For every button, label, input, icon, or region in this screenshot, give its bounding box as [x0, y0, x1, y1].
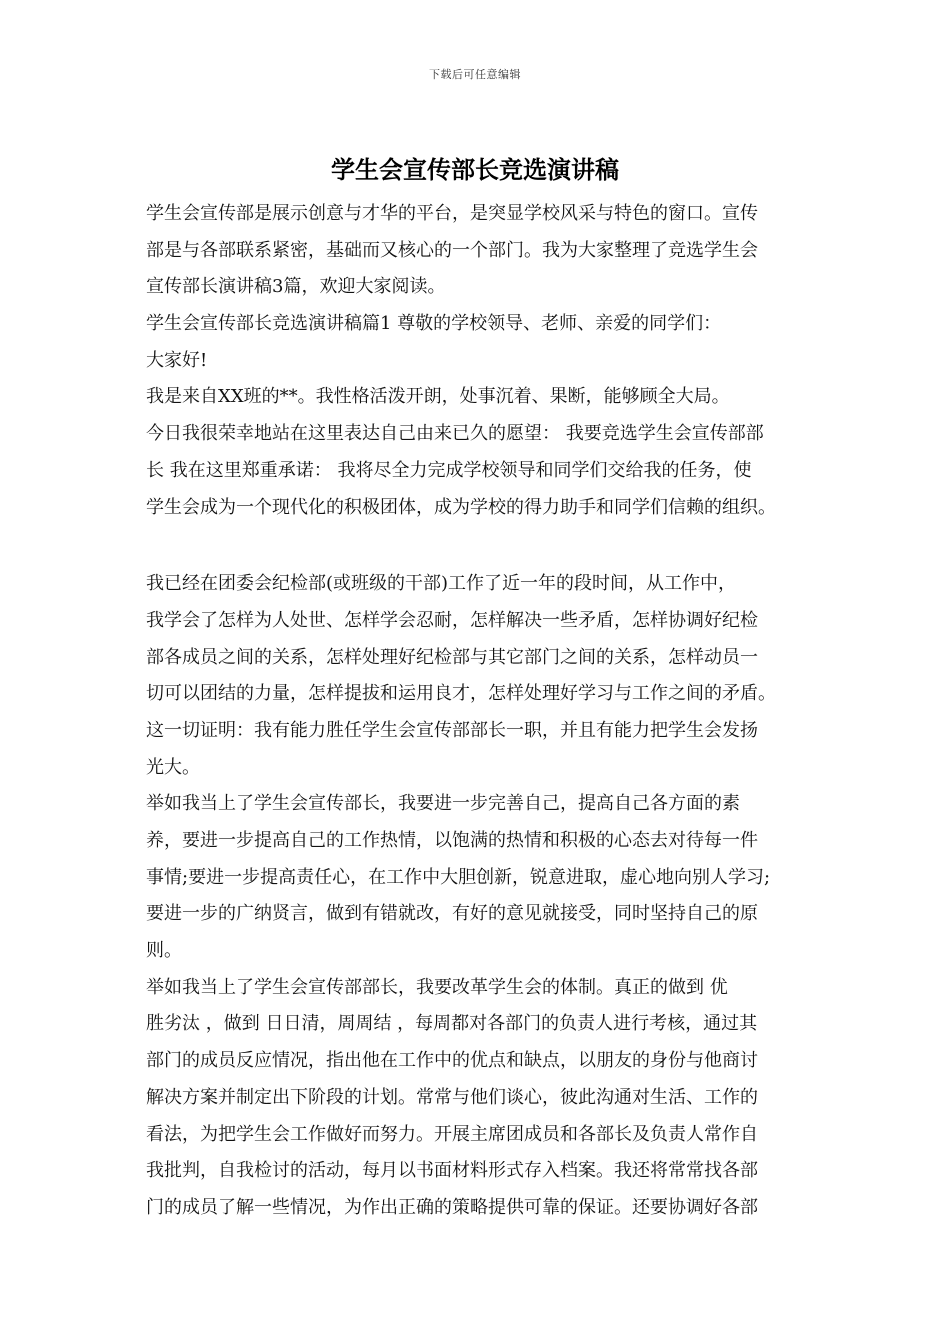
text-line: 解决方案并制定出下阶段的计划。常常与他们谈心，彼此沟通对生活、工作的	[146, 1086, 758, 1108]
document-title: 学生会宣传部长竞选演讲稿	[331, 155, 619, 184]
document-body	[146, 196, 826, 1227]
text-line: 这一切证明：我有能力胜任学生会宣传部部长一职，并且有能力把学生会发扬	[146, 719, 758, 741]
text-line: 长 我在这里郑重承诺： 我将尽全力完成学校领导和同学们交给我的任务，使	[146, 459, 752, 481]
text-line: 宣传部长演讲稿3篇，欢迎大家阅读。	[146, 276, 446, 298]
paragraph-self-improvement	[146, 786, 826, 969]
text-line: 学生会宣传部是展示创意与才华的平台，是突显学校风采与特色的窗口。宣传	[146, 203, 758, 224]
paragraph-gap	[146, 526, 826, 566]
text-line: 举如我当上了学生会宣传部长，我要进一步完善自己，提高自己各方面的素	[146, 793, 740, 815]
paragraph-intro	[146, 196, 826, 306]
text-line: 我是来自XX班的**。我性格活泼开朗，处事沉着、果断，能够顾全大局。	[146, 386, 730, 408]
text-line: 要进一步的广纳贤言，做到有错就改，有好的意见就接受，同时坚持自己的原	[146, 903, 758, 925]
text-line: 举如我当上了学生会宣传部部长，我要改革学生会的体制。真正的做到 优	[146, 976, 728, 998]
paragraph-speech-heading	[146, 306, 826, 343]
text-line: 大家好!	[146, 349, 208, 371]
text-line: 胜劣汰 ，做到 日日清，周周结 ，每周都对各部门的负责人进行考核，通过其	[146, 1013, 758, 1035]
paragraph-self-introduction	[146, 379, 826, 526]
text-line: 门的成员了解一些情况，为作出正确的策略提供可靠的保证。还要协调好各部	[146, 1196, 758, 1218]
text-line: 今日我很荣幸地站在这里表达自己由来已久的愿望： 我要竞选学生会宣传部部	[146, 423, 764, 445]
text-line: 我已经在团委会纪检部(或班级的干部)工作了近一年的段时间，从工作中，	[146, 573, 737, 595]
text-line: 学生会宣传部长竞选演讲稿篇1 尊敬的学校领导、老师、亲爱的同学们：	[146, 313, 722, 335]
text-line: 部各成员之间的关系，怎样处理好纪检部与其它部门之间的关系，怎样动员一	[146, 646, 758, 668]
text-line: 部是与各部联系紧密，基础而又核心的一个部门。我为大家整理了竞选学生会	[146, 239, 758, 261]
text-line: 我批判，自我检讨的活动，每月以书面材料形式存入档案。我还将常常找各部	[146, 1160, 758, 1182]
text-line: 我学会了怎样为人处世、怎样学会忍耐，怎样解决一些矛盾，怎样协调好纪检	[146, 609, 758, 631]
text-line: 学生会成为一个现代化的积极团体，成为学校的得力助手和同学们信赖的组织。	[146, 496, 776, 518]
paragraph-experience	[146, 566, 826, 786]
text-line: 部门的成员反应情况，指出他在工作中的优点和缺点，以朋友的身份与他商讨	[146, 1050, 758, 1072]
paragraph-greeting	[146, 343, 826, 380]
paragraph-reform-plan	[146, 970, 826, 1227]
header-note: 下载后可任意编辑	[429, 68, 521, 81]
text-line: 切可以团结的力量，怎样提拔和运用良才，怎样处理好学习与工作之间的矛盾。	[146, 683, 776, 705]
text-line: 则。	[146, 940, 182, 962]
text-line: 养，要进一步提高自己的工作热情，以饱满的热情和积极的心态去对待每一件	[146, 830, 758, 851]
text-line: 事情;要进一步提高责任心，在工作中大胆创新，锐意进取，虚心地向别人学习;	[146, 866, 771, 888]
text-line: 光大。	[146, 756, 200, 778]
text-line: 看法，为把学生会工作做好而努力。开展主席团成员和各部长及负责人常作自	[146, 1123, 758, 1145]
